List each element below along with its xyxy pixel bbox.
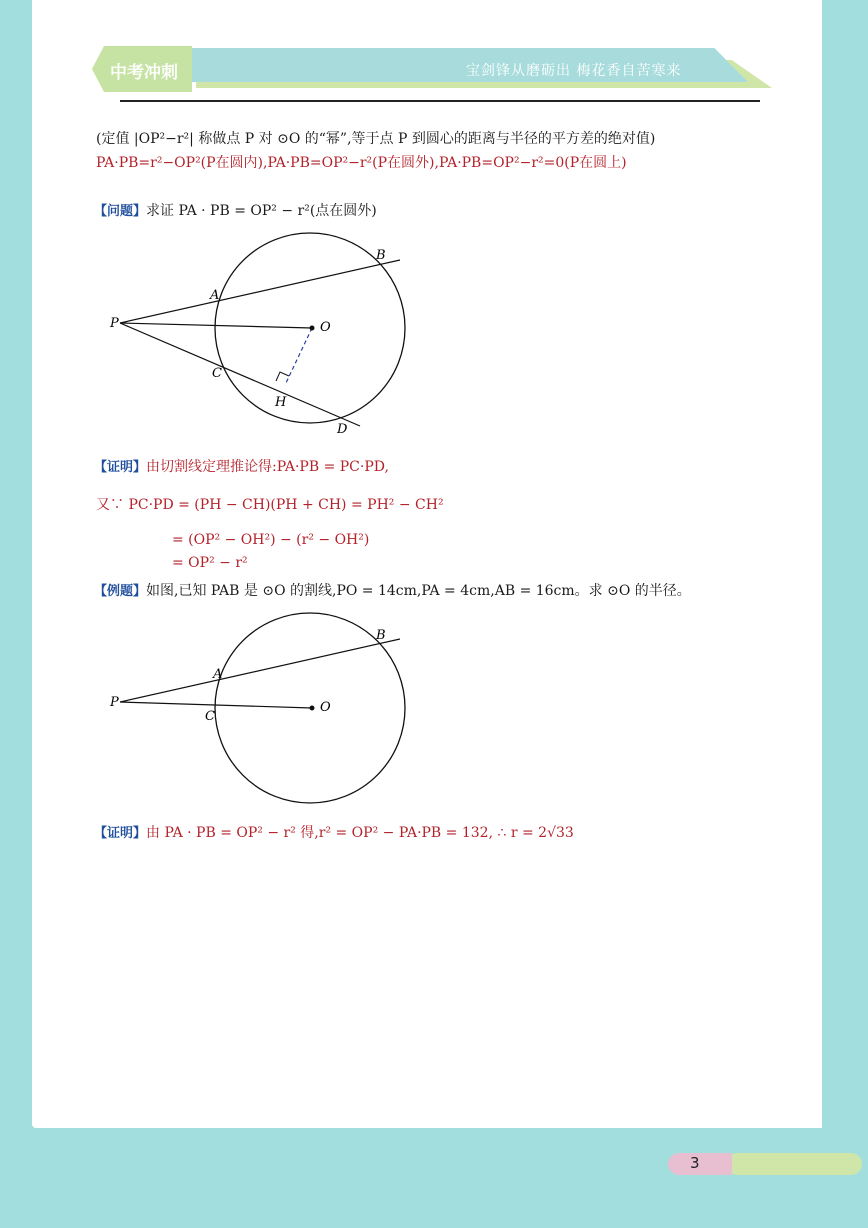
fig2-secant-pab	[120, 639, 400, 702]
fig1-label-D: D	[337, 422, 348, 437]
fig1-center-dot	[310, 326, 315, 331]
header-badge-label: 中考冲刺	[110, 63, 178, 83]
proof-tag: 【证明】	[94, 460, 147, 475]
fig2-label-B: B	[376, 628, 386, 643]
fig1-secant-pcd	[120, 323, 360, 426]
fig2-label-O: O	[320, 700, 331, 715]
example-line	[94, 580, 691, 600]
fig1-label-P: P	[110, 316, 119, 331]
proof-text: 由切割线定理推论得:PA·PB = PC·PD,	[146, 459, 389, 475]
fig1-label-H: H	[275, 395, 287, 410]
fig1-secant-pab	[120, 260, 400, 323]
header-motto: 宝剑锋从磨砺出 梅花香自苦寒来	[466, 63, 682, 79]
fig1-label-B: B	[376, 248, 386, 263]
fig1-segment-po	[120, 323, 312, 328]
fig1-segment-oh	[285, 328, 312, 385]
footer-stripe-green	[726, 1153, 862, 1175]
fig2-label-A: A	[213, 667, 223, 682]
definition-line: (定值 |OP²−r²| 称做点 P 对 ⊙O 的“幂”,等于点 P 到圆心的距离与半径的平方差的绝对值)	[96, 131, 656, 147]
problem-text: 求证 PA · PB = OP² − r²(点在圆外)	[146, 203, 377, 219]
fig2-label-C: C	[205, 709, 215, 724]
fig2-segment-po	[120, 702, 312, 708]
figure-1	[100, 225, 420, 440]
solution-text: 由 PA · PB = OP² − r² 得,r² = OP² − PA·PB = 132, ∴ r = 2√33	[146, 825, 574, 841]
proof-line	[94, 456, 389, 476]
problem-line	[94, 200, 377, 220]
proof-step-4: = OP² − r²	[172, 555, 248, 571]
header-rule	[120, 100, 760, 102]
page-right-border	[822, 0, 868, 1228]
problem-tag: 【问题】	[94, 204, 147, 219]
figure-2	[100, 605, 420, 810]
formula-line: PA·PB=r²−OP²(P在圆内),PA·PB=OP²−r²(P在圆外),PA·PB=OP²−r²=0(P在圆上)	[96, 155, 627, 171]
fig1-label-O: O	[320, 320, 331, 335]
fig2-label-P: P	[110, 695, 119, 710]
solution-line	[94, 822, 574, 842]
page-number: 3	[690, 1154, 700, 1172]
proof-step-3: = (OP² − OH²) − (r² − OH²)	[172, 532, 370, 548]
example-text: 如图,已知 PAB 是 ⊙O 的割线,PO = 14cm,PA = 4cm,AB = 16cm。求 ⊙O 的半径。	[146, 583, 691, 599]
fig1-label-C: C	[212, 366, 222, 381]
fig2-center-dot	[310, 706, 315, 711]
solution-tag: 【证明】	[94, 826, 147, 841]
fig1-label-A: A	[210, 288, 220, 303]
proof-step-2: 又∵ PC·PD = (PH − CH)(PH + CH) = PH² − CH²	[96, 497, 444, 513]
example-tag: 【例题】	[94, 584, 147, 599]
footer-page-pill	[668, 1153, 732, 1175]
